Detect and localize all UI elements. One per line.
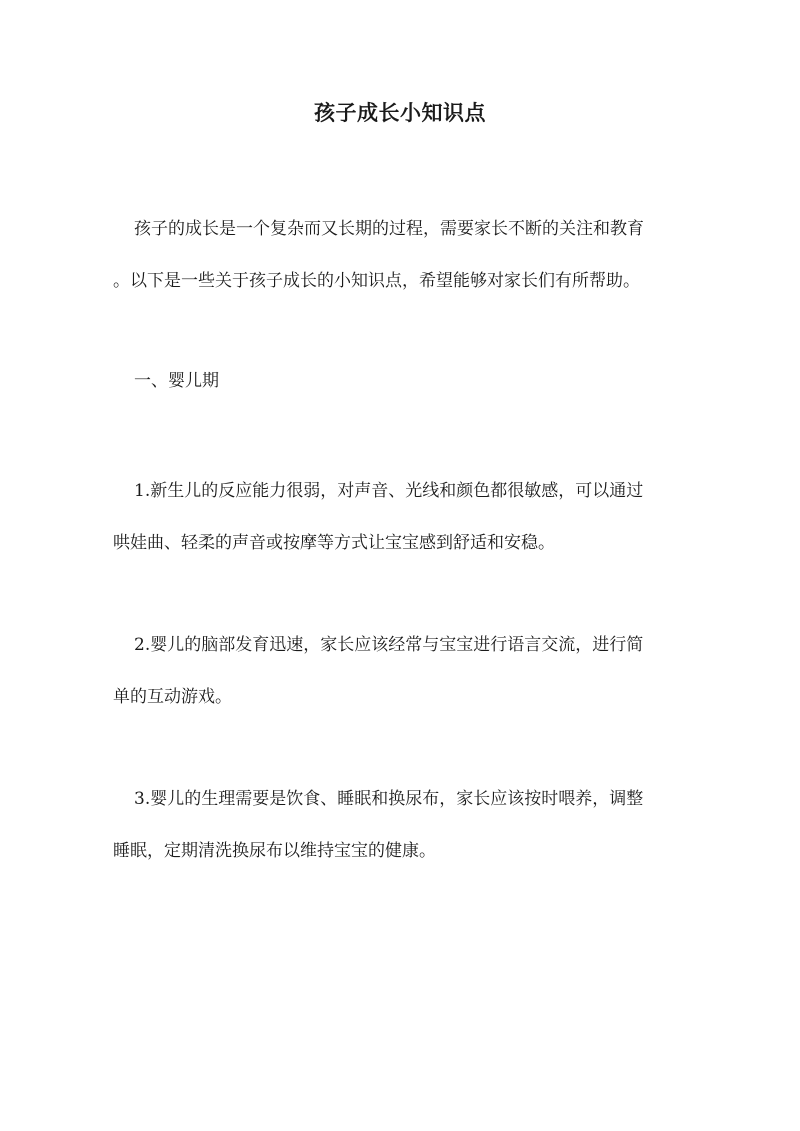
list-item-line-1: 3.婴儿的生理需要是饮食、睡眠和换尿布，家长应该按时喂养，调整 xyxy=(134,789,644,809)
list-item xyxy=(113,465,703,569)
intro-line-1: 孩子的成长是一个复杂而又长期的过程，需要家长不断的关注和教育 xyxy=(134,219,644,239)
list-item-line-1: 2.婴儿的脑部发育迅速，家长应该经常与宝宝进行语言交流，进行简 xyxy=(134,635,644,655)
list-item-line-2: 哄娃曲、轻柔的声音或按摩等方式让宝宝感到舒适和安稳。 xyxy=(113,533,555,553)
document-title: 孩子成长小知识点 xyxy=(314,100,486,125)
list-item-line-1: 1.新生儿的反应能力很弱，对声音、光线和颜色都很敏感，可以通过 xyxy=(134,481,644,501)
intro-paragraph xyxy=(113,203,703,307)
list-item-line-2: 睡眠，定期清洗换尿布以维持宝宝的健康。 xyxy=(113,841,436,861)
list-item xyxy=(113,619,703,723)
intro-line-2: 。以下是一些关于孩子成长的小知识点，希望能够对家长们有所帮助。 xyxy=(113,271,640,291)
list-item xyxy=(113,773,703,877)
section-heading xyxy=(113,355,703,407)
section-heading-text: 一、婴儿期 xyxy=(134,371,219,391)
list-item-line-2: 单的互动游戏。 xyxy=(113,687,232,707)
